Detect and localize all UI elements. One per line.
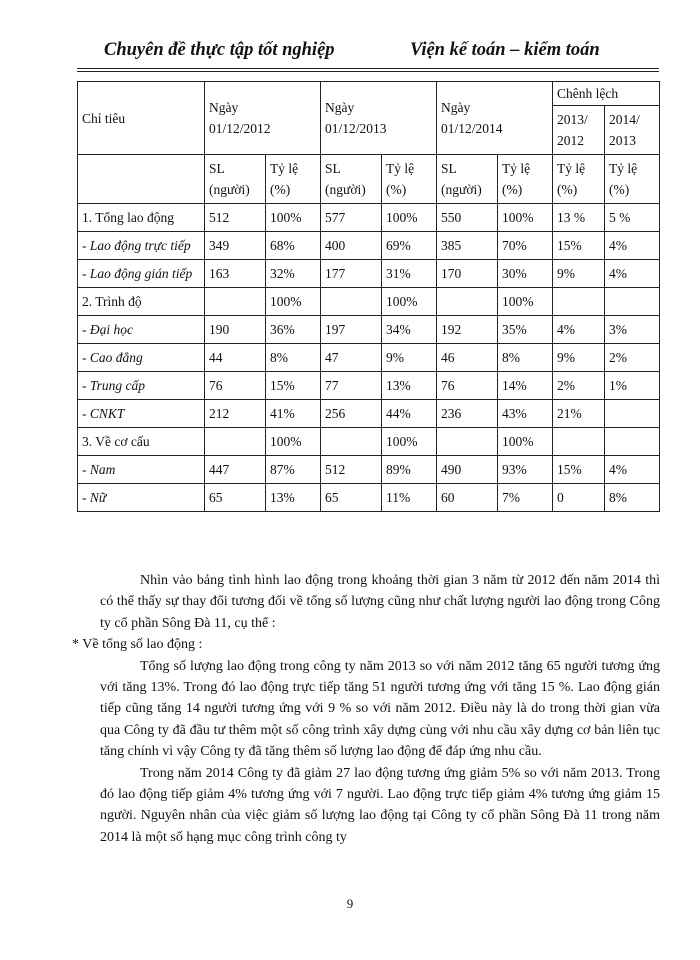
table-cell: 9% — [382, 344, 437, 372]
row-label: 1. Tổng lao động — [78, 204, 205, 232]
table-cell: 35% — [498, 316, 553, 344]
table-cell: 43% — [498, 400, 553, 428]
table-cell: 4% — [553, 316, 605, 344]
table-cell: 30% — [498, 260, 553, 288]
table-cell — [605, 428, 660, 456]
table-cell: 93% — [498, 456, 553, 484]
table-row — [78, 260, 660, 288]
table-cell: 13 % — [553, 204, 605, 232]
table-cell: 7% — [498, 484, 553, 512]
table-cell: 236 — [437, 400, 498, 428]
table-cell: 32% — [266, 260, 321, 288]
table-cell: 4% — [605, 456, 660, 484]
table-cell: 192 — [437, 316, 498, 344]
table-cell: 100% — [382, 288, 437, 316]
table-cell: 0 — [553, 484, 605, 512]
table-cell: 69% — [382, 232, 437, 260]
table-cell: 447 — [205, 456, 266, 484]
table-cell: 4% — [605, 260, 660, 288]
sub-sl-2014: SL (người) — [437, 155, 498, 204]
table-cell: 44 — [205, 344, 266, 372]
row-label: - Nữ — [78, 484, 205, 512]
table-cell: 550 — [437, 204, 498, 232]
table-cell — [205, 428, 266, 456]
table-cell — [553, 288, 605, 316]
table-cell: 65 — [205, 484, 266, 512]
page-number: 9 — [346, 896, 354, 911]
row-label: 3. Về cơ cấu — [78, 428, 205, 456]
header-rule — [77, 68, 659, 72]
paragraph: * Về tổng số lao động : — [72, 637, 203, 653]
table-cell: 70% — [498, 232, 553, 260]
table-cell: 9% — [553, 344, 605, 372]
table-cell: 68% — [266, 232, 321, 260]
col-header-chenh-lech: Chênh lệch — [553, 82, 660, 106]
table-cell: 100% — [266, 288, 321, 316]
table-cell: 8% — [605, 484, 660, 512]
table-cell — [605, 288, 660, 316]
row-label: - Nam — [78, 456, 205, 484]
col-header-2013-2012: 2013/ 2012 — [553, 106, 605, 155]
table-cell: 60 — [437, 484, 498, 512]
table-cell: 190 — [205, 316, 266, 344]
row-label: - Đại học — [78, 316, 205, 344]
table-cell: 13% — [382, 372, 437, 400]
table-cell: 65 — [321, 484, 382, 512]
subheader-row — [78, 155, 660, 204]
table-cell — [553, 428, 605, 456]
row-label: - Trung cấp — [78, 372, 205, 400]
table-cell — [321, 288, 382, 316]
table-cell: 87% — [266, 456, 321, 484]
table-cell: 212 — [205, 400, 266, 428]
table-row — [78, 204, 660, 232]
table-cell — [205, 288, 266, 316]
table-cell: 8% — [266, 344, 321, 372]
table-cell: 349 — [205, 232, 266, 260]
table-cell: 100% — [266, 204, 321, 232]
table-cell: 41% — [266, 400, 321, 428]
table-cell: 13% — [266, 484, 321, 512]
table-cell: 100% — [498, 288, 553, 316]
table-cell: 490 — [437, 456, 498, 484]
col-header-chitieu: Chỉ tiêu — [78, 82, 205, 155]
table-cell: 512 — [321, 456, 382, 484]
table-row — [78, 344, 660, 372]
table-cell: 100% — [498, 428, 553, 456]
table-cell: 15% — [553, 456, 605, 484]
table-cell: 1% — [605, 372, 660, 400]
table-cell: 100% — [382, 428, 437, 456]
sub-tl-2012: Tỷ lệ (%) — [266, 155, 321, 204]
sub-tl-cl2: Tỷ lệ (%) — [605, 155, 660, 204]
table-cell: 46 — [437, 344, 498, 372]
row-label: - CNKT — [78, 400, 205, 428]
table-cell: 100% — [266, 428, 321, 456]
table-cell: 100% — [382, 204, 437, 232]
col-header-date-2012: Ngày 01/12/2012 — [205, 82, 321, 155]
table-cell: 2% — [605, 344, 660, 372]
body-text — [72, 570, 660, 848]
table-row — [78, 316, 660, 344]
table-cell: 76 — [205, 372, 266, 400]
table-cell — [321, 428, 382, 456]
table-row — [78, 428, 660, 456]
table-cell: 15% — [266, 372, 321, 400]
table-cell: 31% — [382, 260, 437, 288]
table-cell: 36% — [266, 316, 321, 344]
table-cell: 44% — [382, 400, 437, 428]
table-cell: 11% — [382, 484, 437, 512]
col-header-date-2014: Ngày 01/12/2014 — [437, 82, 553, 155]
row-label: - Cao đẳng — [78, 344, 205, 372]
table-cell: 89% — [382, 456, 437, 484]
table-cell: 4% — [605, 232, 660, 260]
table-row — [78, 288, 660, 316]
header-left-title: Chuyên đề thực tập tốt nghiệp — [104, 40, 335, 60]
row-label: - Lao động trực tiếp — [78, 232, 205, 260]
table-cell: 47 — [321, 344, 382, 372]
table-cell: 385 — [437, 232, 498, 260]
table-cell — [437, 288, 498, 316]
table-cell: 577 — [321, 204, 382, 232]
table-cell: 400 — [321, 232, 382, 260]
table-cell: 197 — [321, 316, 382, 344]
table-cell: 9% — [553, 260, 605, 288]
table-cell: 8% — [498, 344, 553, 372]
table-row — [78, 484, 660, 512]
sub-tl-cl1: Tỷ lệ (%) — [553, 155, 605, 204]
table-row — [78, 456, 660, 484]
table-row — [78, 232, 660, 260]
table-cell: 5 % — [605, 204, 660, 232]
table-cell: 76 — [437, 372, 498, 400]
sub-tl-2013: Tỷ lệ (%) — [382, 155, 437, 204]
table-cell: 21% — [553, 400, 605, 428]
paragraph: Trong năm 2014 Công ty đã giảm 27 lao động tương ứng giảm 5% so với năm 2013. Trong đó lao động tiếp giảm 4% tương ứng với 7 người. Lao động trực tiếp giảm 4% tương ứng giảm 15 người. Nguyên nhân của việc giảm số lượng lao động tại Công ty cổ phần Sông Đà 11 trong năm 2014 là một số hạng mục công trình công ty — [100, 765, 660, 845]
table-cell: 3% — [605, 316, 660, 344]
paragraph: Tổng số lượng lao động trong công ty năm 2013 so với năm 2012 tăng 65 người tương ứng với tăng 13%. Trong đó lao động trực tiếp tăng 51 người tương ứng với tăng 15 %. Lao động gián tiếp cũng tăng 14 người tương ứng với 9 % so với năm 2012. Điều này là do trong thời gian vừa qua Công ty đã đầu tư thêm một số công trình xây dựng cùng với nhu cầu xây dựng cơ bản liên tục tăng chính vì vậy Công ty đã tăng thêm số lượng lao động để đáp ứng nhu cầu. — [100, 658, 660, 760]
header-right-title: Viện kế toán – kiểm toán — [410, 40, 600, 60]
table-cell — [605, 400, 660, 428]
table-row — [78, 400, 660, 428]
table-cell: 14% — [498, 372, 553, 400]
table-cell: 77 — [321, 372, 382, 400]
paragraph: Nhìn vào bảng tình hình lao động trong khoảng thời gian 3 năm từ 2012 đến năm 2014 thì có thể thấy sự thay đổi tương đối về tổng số lượng cũng như chất lượng người lao động trong Công ty cổ phần Sông Đà 11, cụ thể : — [100, 573, 660, 631]
table-cell — [437, 428, 498, 456]
sub-tl-2014: Tỷ lệ (%) — [498, 155, 553, 204]
table-row — [78, 372, 660, 400]
sub-sl-2012: SL (người) — [205, 155, 266, 204]
table-cell: 170 — [437, 260, 498, 288]
table-cell: 100% — [498, 204, 553, 232]
row-label: 2. Trình độ — [78, 288, 205, 316]
row-label: - Lao động gián tiếp — [78, 260, 205, 288]
table-cell: 163 — [205, 260, 266, 288]
table-cell: 512 — [205, 204, 266, 232]
table-cell: 34% — [382, 316, 437, 344]
labor-table — [77, 81, 660, 512]
col-header-date-2013: Ngày 01/12/2013 — [321, 82, 437, 155]
table-cell: 2% — [553, 372, 605, 400]
table-cell: 256 — [321, 400, 382, 428]
table-cell: 15% — [553, 232, 605, 260]
sub-sl-2013: SL (người) — [321, 155, 382, 204]
table-cell: 177 — [321, 260, 382, 288]
col-header-2014-2013: 2014/ 2013 — [605, 106, 660, 155]
